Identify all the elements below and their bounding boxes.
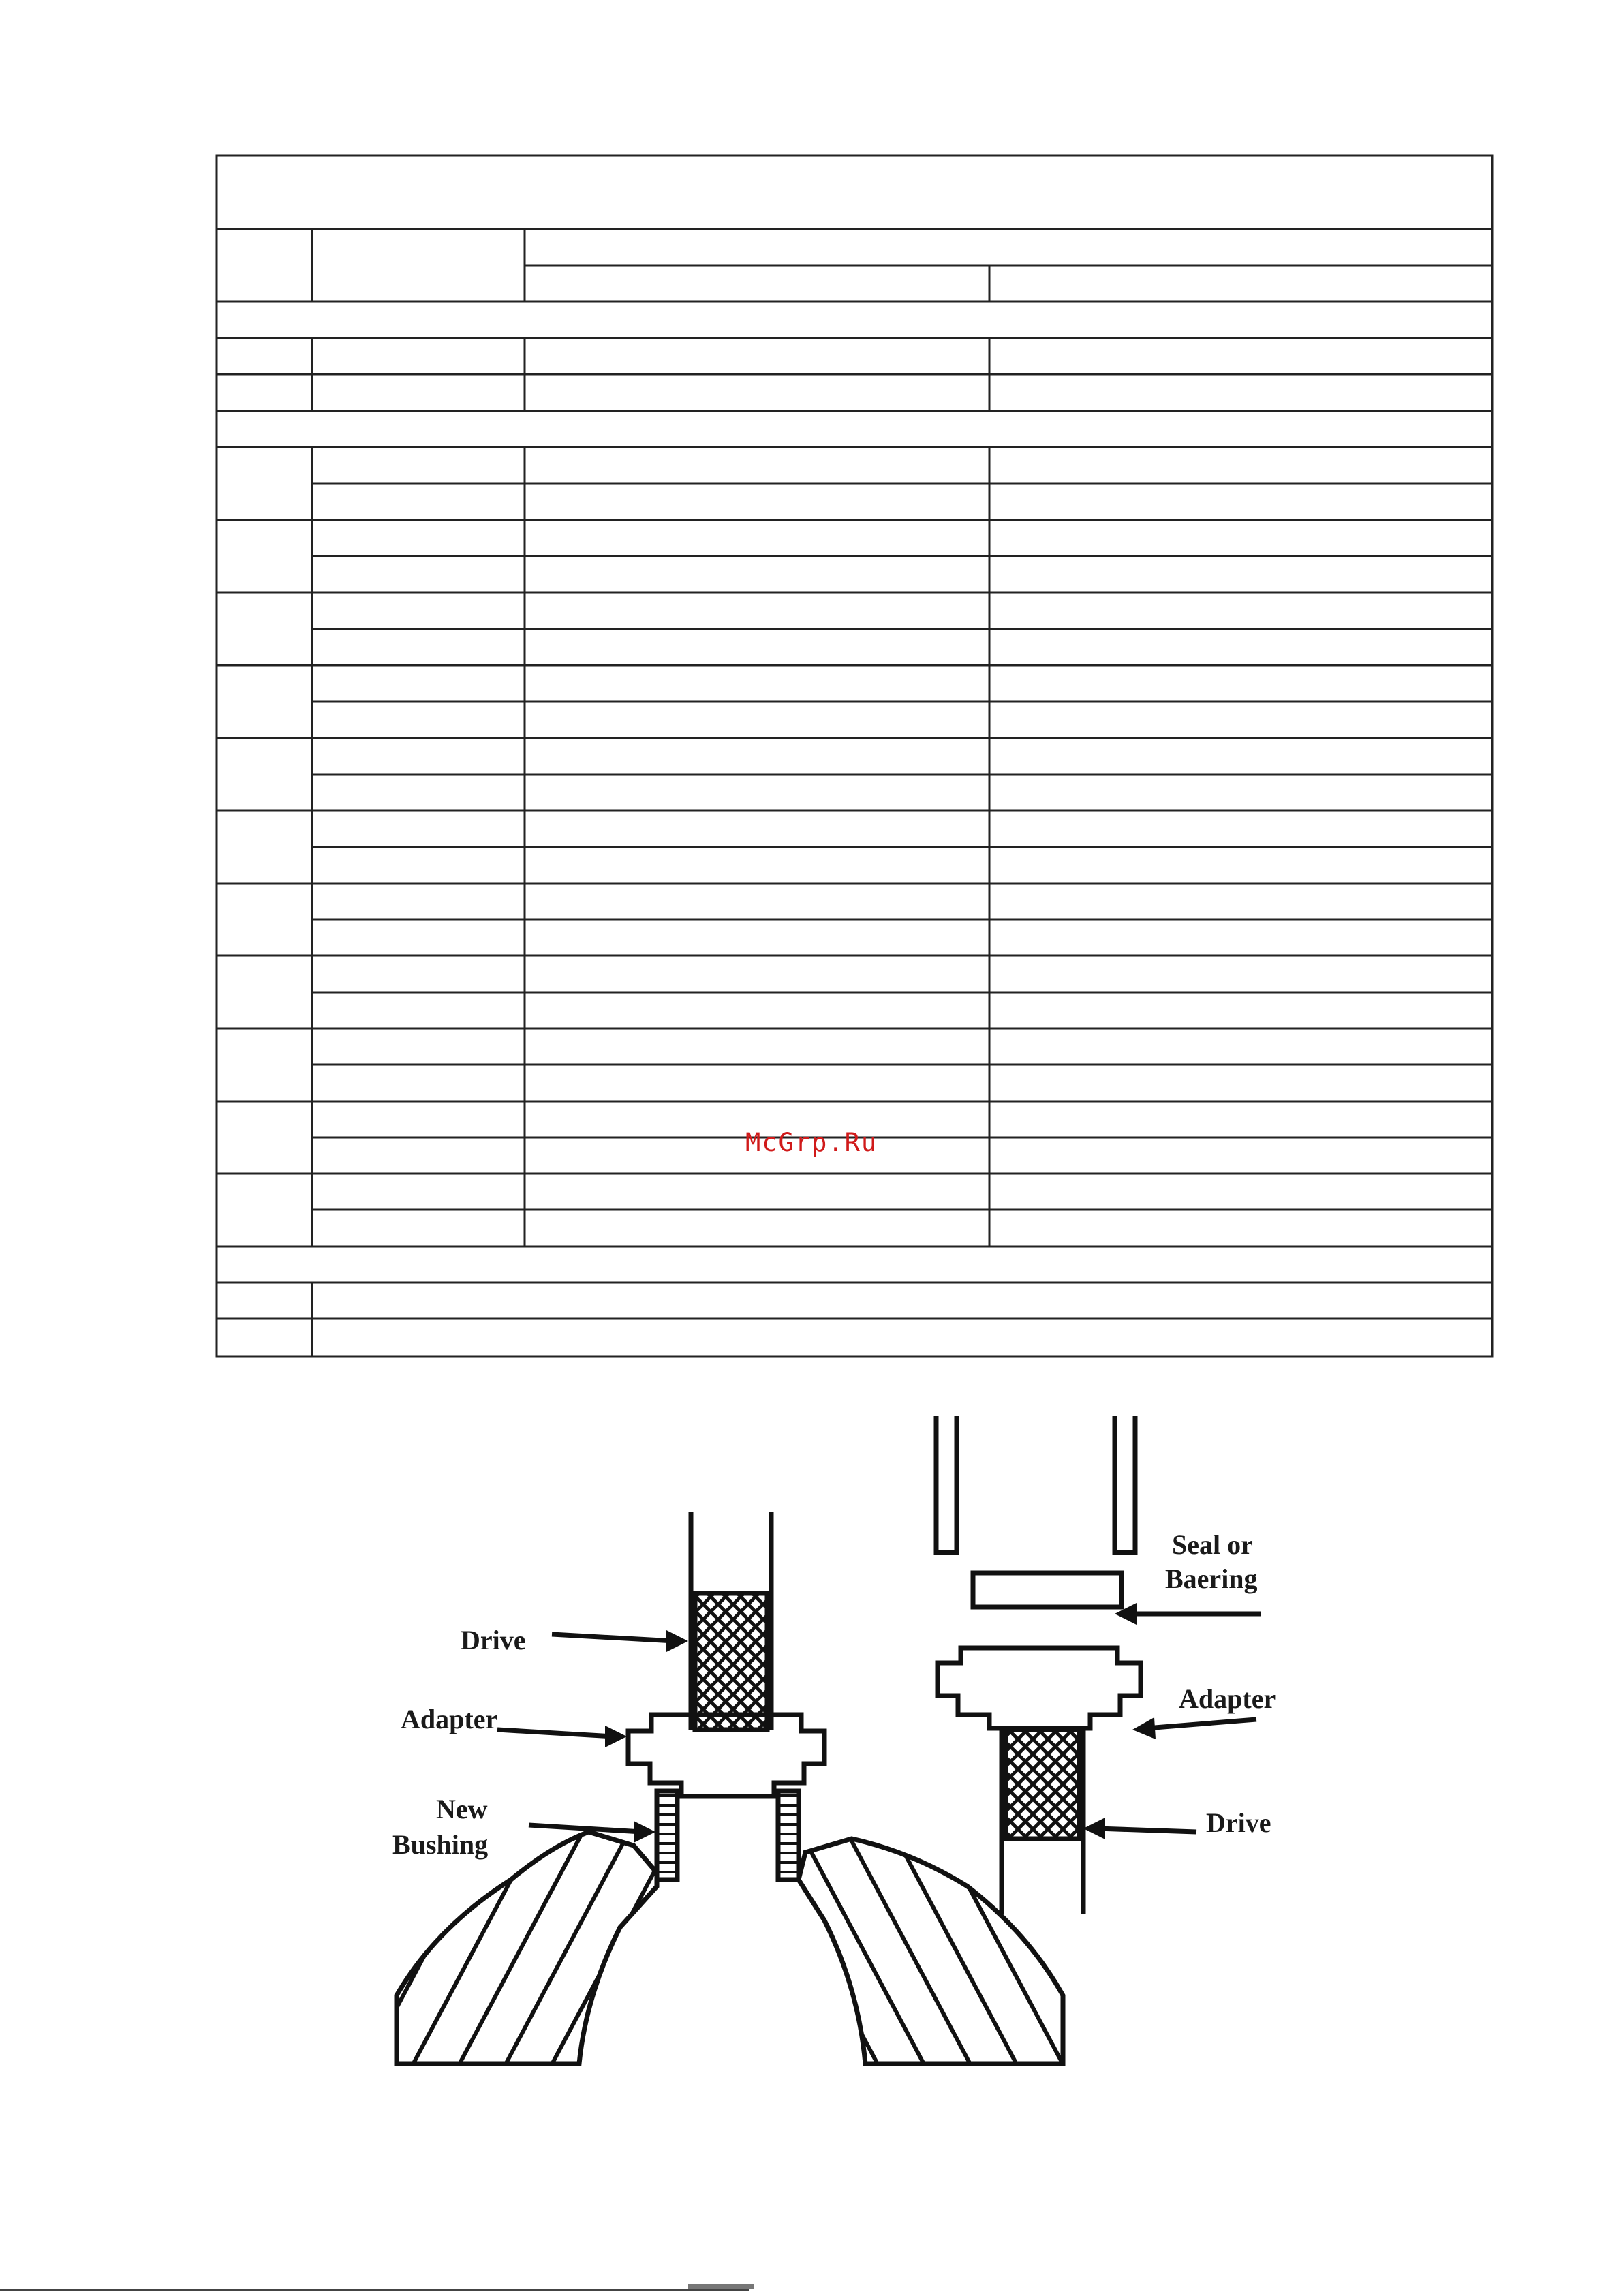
drive-label-right: Drive	[1206, 1807, 1271, 1838]
watermark: McGrp.Ru	[745, 1128, 878, 1157]
drive-crosshatch	[695, 1593, 767, 1730]
upper-tube-right	[1115, 1416, 1135, 1552]
adapter-label-right: Adapter	[1179, 1683, 1276, 1714]
housing-right	[799, 1839, 1063, 2064]
bushing-right	[778, 1791, 799, 1880]
upper-tube-left	[936, 1416, 957, 1552]
adapter-bushing-illustration	[388, 1409, 1329, 2091]
footer-rule	[0, 2289, 749, 2291]
footer-mark	[688, 2284, 754, 2289]
seal-label-line2: Baering	[1165, 1563, 1258, 1594]
drive-label-left: Drive	[461, 1625, 526, 1655]
seal-label-line1: Seal or	[1172, 1529, 1253, 1560]
bushing-left	[657, 1791, 677, 1880]
bushing-label-line1: New	[436, 1794, 488, 1824]
bushing-label-line2: Bushing	[392, 1829, 489, 1860]
seal-bearing	[973, 1573, 1122, 1607]
lower-drive-crosshatch	[1006, 1730, 1079, 1839]
adapter-label-left: Adapter	[401, 1704, 498, 1734]
housing-left	[397, 1832, 657, 2064]
adapter-right	[938, 1648, 1141, 1728]
